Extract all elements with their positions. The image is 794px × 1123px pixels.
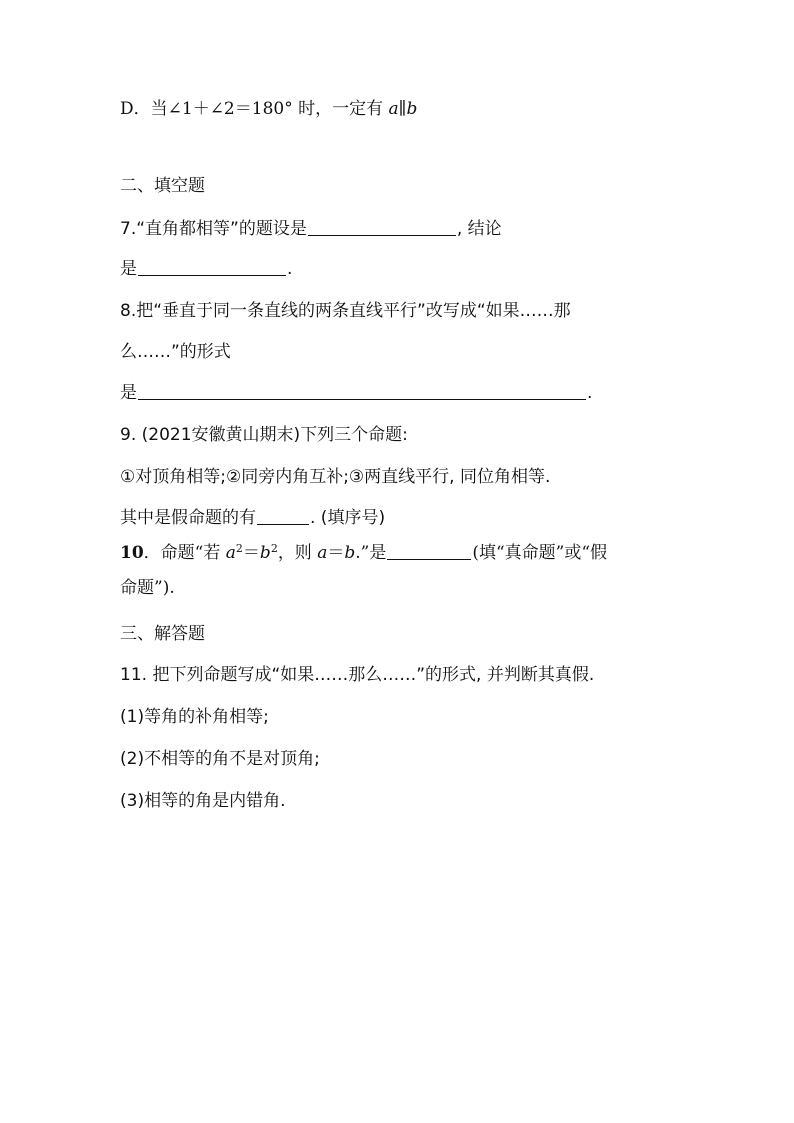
question-10-text-b: ，则 <box>277 543 318 563</box>
question-9-line2: ①对顶角相等;②同旁内角互补;③两直线平行, 同位角相等. <box>120 467 551 487</box>
question-8-end: . <box>587 383 593 403</box>
question-9-line1: 9. (2021安徽黄山期末)下列三个命题: <box>120 425 408 445</box>
question-10-line2: 命题”). <box>120 578 175 598</box>
math-var-b: b <box>344 543 356 563</box>
option-d <box>120 99 417 119</box>
question-8-line3 <box>120 383 592 403</box>
question-9-line3 <box>120 508 385 528</box>
math-exponent: 2 <box>235 542 243 555</box>
math-equals: ＝ <box>242 543 260 563</box>
question-8-is-label: 是 <box>120 383 137 403</box>
math-var-a: a <box>225 543 236 563</box>
question-8-line1: 8.把“垂直于同一条直线的两条直线平行”改写成“如果……那 <box>120 301 571 321</box>
question-7-text: 7.“直角都相等”的题设是 <box>120 219 307 239</box>
question-11-sub2: (2)不相等的角不是对顶角; <box>120 749 320 769</box>
question-10-number: 10 <box>120 543 144 563</box>
question-9-text: 其中是假命题的有 <box>120 508 256 528</box>
question-10-line1 <box>120 543 607 563</box>
question-11-sub3: (3)相等的角是内错角. <box>120 791 286 811</box>
question-7-blank-conclusion[interactable] <box>138 274 286 276</box>
math-var-a: a <box>317 543 328 563</box>
section-answer-title: 三、解答题 <box>120 624 205 644</box>
question-8-blank[interactable] <box>138 398 586 400</box>
section-fill-blank-title: 二、填空题 <box>120 176 205 196</box>
question-7-line2 <box>120 259 292 279</box>
question-7-blank-premise[interactable] <box>308 234 456 236</box>
question-7-conclusion-label: , 结论 <box>456 219 502 239</box>
question-9-end: . (填序号) <box>310 508 386 528</box>
question-7-is-label: 是 <box>120 259 137 279</box>
question-7-line1 <box>120 219 502 239</box>
question-10-text-c: .”是 <box>355 543 387 563</box>
question-10-text-d: (填“真命题”或“假 <box>472 543 608 563</box>
option-d-text: D．当∠1＋∠2＝180° 时，一定有 <box>120 99 384 119</box>
math-exponent: 2 <box>270 542 278 555</box>
question-11-line1: 11. 把下列命题写成“如果……那么……”的形式, 并判断其真假. <box>120 665 595 685</box>
question-10-text-a: ．命题“若 <box>143 543 226 563</box>
question-7-end: . <box>287 259 293 279</box>
option-d-math: a∥b <box>388 99 418 119</box>
math-equals: ＝ <box>327 543 345 563</box>
question-9-blank[interactable] <box>257 523 309 525</box>
question-8-line2: 么……”的形式 <box>120 342 231 362</box>
math-var-b: b <box>259 543 271 563</box>
question-10-blank[interactable] <box>387 558 471 560</box>
question-11-sub1: (1)等角的补角相等; <box>120 707 269 727</box>
